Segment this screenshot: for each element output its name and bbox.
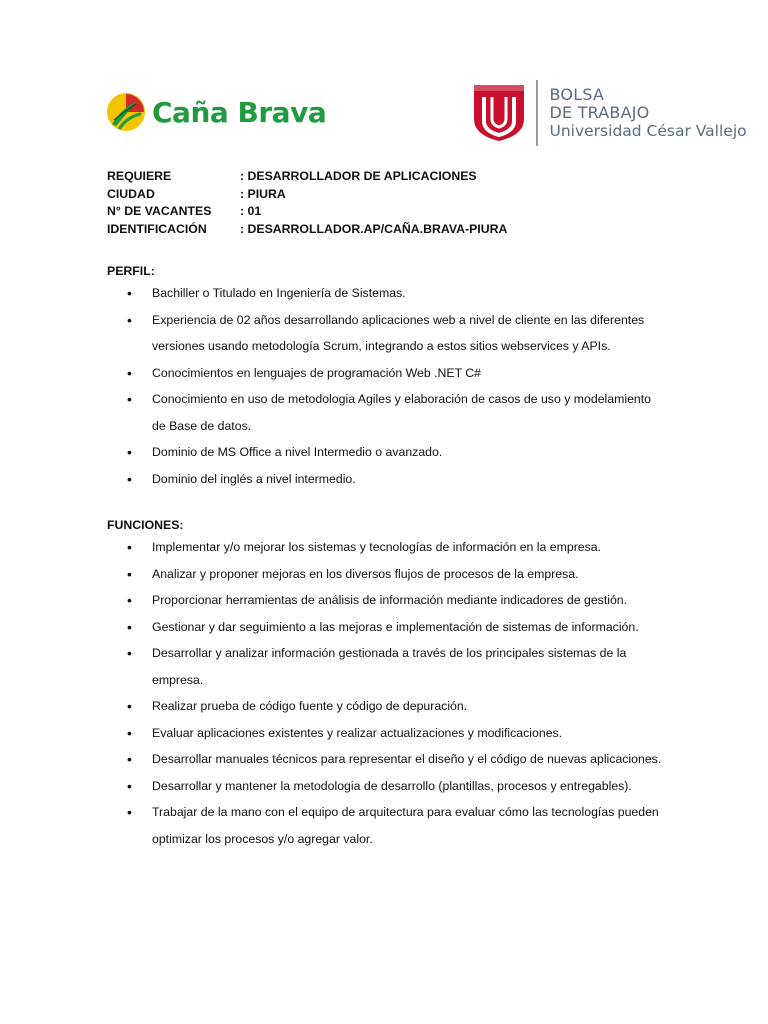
list-item: • Implementar y/o mejorar los sistemas y tecnologías de información en la empresa. [107, 534, 667, 561]
list-item: • Dominio del inglés a nivel intermedio. [107, 466, 667, 493]
list-item: • Analizar y proponer mejoras en los diversos flujos de procesos de la empresa. [107, 561, 667, 588]
funciones-title: FUNCIONES: [107, 518, 184, 532]
funciones-list [107, 534, 667, 852]
info-value: : 01 [240, 204, 262, 218]
info-row-ciudad [107, 186, 667, 204]
info-row-identificacion [107, 221, 667, 239]
ucv-logo-line2: DE TRABAJO [549, 103, 650, 122]
info-label: N° DE VACANTES [107, 204, 212, 218]
info-value: : DESARROLLADOR DE APLICACIONES [240, 169, 477, 183]
list-item: • Evaluar aplicaciones existentes y realizar actualizaciones y modificaciones. [107, 720, 667, 747]
list-item: • Realizar prueba de código fuente y código de depuración. [107, 693, 667, 720]
perfil-title: PERFIL: [107, 264, 155, 278]
perfil-list [107, 280, 667, 492]
cana-brava-logo [106, 88, 326, 136]
ucv-logo-line3: Universidad César Vallejo [549, 122, 747, 140]
job-info [107, 168, 667, 238]
list-item: • Bachiller o Titulado en Ingeniería de Sistemas. [107, 280, 667, 307]
ucv-bolsa-logo [472, 80, 747, 146]
list-item: • Desarrollar y analizar información gestionada a través de los principales sistemas de la empresa. [107, 640, 667, 693]
info-label: REQUIERE [107, 169, 172, 183]
cana-brava-leaf-icon [106, 92, 146, 132]
info-row-requiere [107, 168, 667, 186]
info-label: IDENTIFICACIÓN [107, 221, 207, 236]
list-item: • Proporcionar herramientas de análisis de información mediante indicadores de gestión. [107, 587, 667, 614]
ucv-shield-icon [472, 83, 526, 143]
list-item: • Trabajar de la mano con el equipo de arquitectura para evaluar cómo las tecnologías pueden optimizar los procesos y/o agregar valor. [107, 799, 667, 852]
ucv-logo-line1: BOLSA [549, 85, 605, 104]
list-item: • Experiencia de 02 años desarrollando aplicaciones web a nivel de cliente en las diferentes versiones usando metodología Scrum, integrando a estos sitios webservices y APIs. [107, 307, 667, 360]
list-item: • Desarrollar y mantener la metodologia de desarrollo (plantillas, procesos y entregables). [107, 773, 667, 800]
ucv-logo-divider [536, 80, 538, 146]
info-row-vacantes [107, 203, 667, 221]
info-value: : PIURA [240, 186, 286, 201]
job-posting [107, 168, 667, 852]
cana-brava-logo-text: Caña Brava [152, 95, 327, 129]
info-value: : DESARROLLADOR.AP/CAÑA.BRAVA-PIURA [240, 221, 508, 236]
list-item: • Dominio de MS Office a nivel Intermedio o avanzado. [107, 439, 667, 466]
info-label: CIUDAD [107, 186, 155, 201]
list-item: • Conocimientos en lenguajes de programación Web .NET C# [107, 360, 667, 387]
list-item: • Gestionar y dar seguimiento a las mejoras e implementación de sistemas de información. [107, 614, 667, 641]
list-item: • Desarrollar manuales técnicos para representar el diseño y el código de nuevas aplicaciones. [107, 746, 667, 773]
ucv-logo-text [550, 86, 747, 140]
list-item: • Conocimiento en uso de metodologia Agiles y elaboración de casos de uso y modelamiento de Base de datos. [107, 386, 667, 439]
